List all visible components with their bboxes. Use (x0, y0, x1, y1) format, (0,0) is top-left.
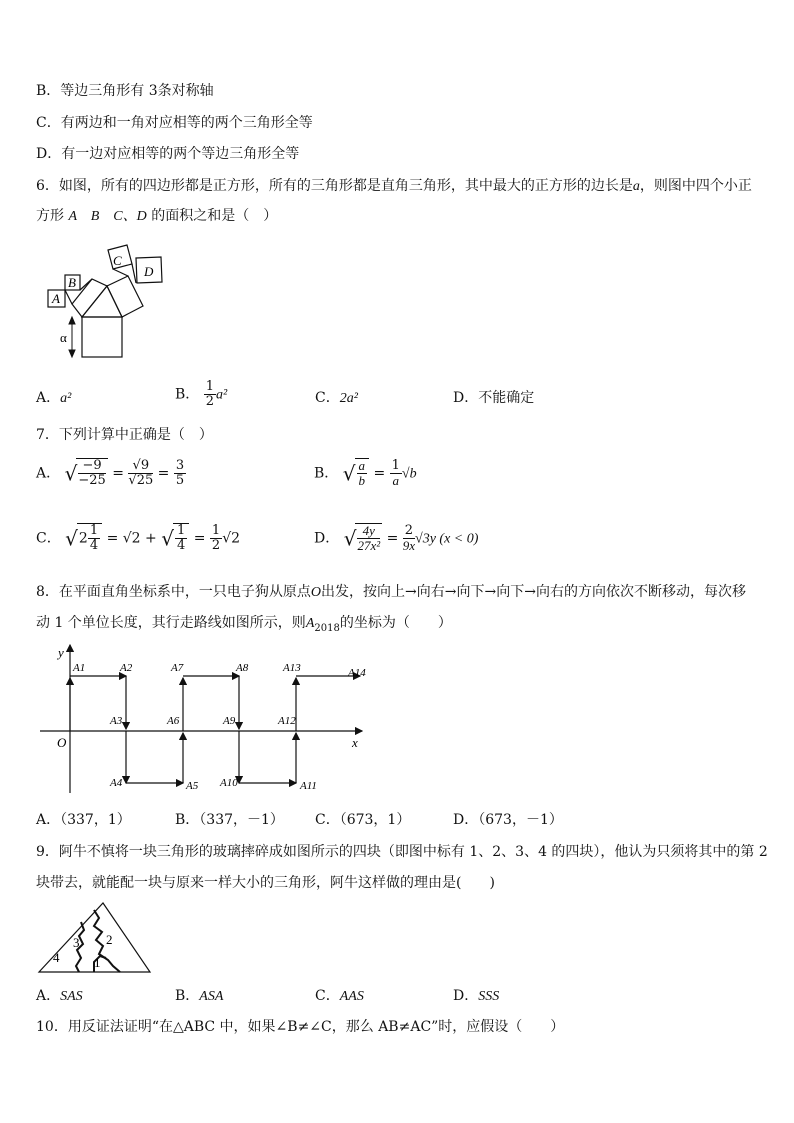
q8-option-c: C．（673，1） (315, 812, 411, 828)
q8-stem-line2: 动 1 个单位长度，其行走路线如图所示，则$A_{2018}$的坐标为（ ） (36, 615, 452, 634)
q9-stem-line1: 9．阿牛不慎将一块三角形的玻璃摔碎成如图所示的四块（即图中标有 1、2、3、4 的四块），他认为只须将其中的第 2 (36, 844, 768, 860)
q8-option-a: A．（337，1） (36, 812, 131, 828)
point-a6: A6 (167, 715, 180, 727)
point-a10: A10 (220, 777, 238, 789)
point-a14: A14 (348, 667, 366, 679)
q8-option-d: D．（673，－1） (453, 812, 563, 828)
fig-label-d: D (144, 264, 154, 279)
q5-option-d: D．有一边对应相等的两个等边三角形全等 (36, 146, 300, 162)
q9-option-c: C．AAS (315, 988, 364, 1004)
q7-option-b: B． √ $\frac{a}{b}$ = $\frac{1}{a}$ √b (314, 458, 417, 488)
q8-option-b: B．（337，－1） (175, 812, 284, 828)
q5-option-b: B．等边三角形有 3条对称轴 (36, 83, 214, 99)
q6-stem-line1: 6．如图，所有的四边形都是正方形，所有的三角形都是直角三角形，其中最大的正方形的边长是a，则图中四个小正 (36, 178, 752, 194)
point-a7: A7 (171, 662, 184, 674)
q9-stem-line2: 块带去，就能配一块与原来一样大小的三角形，阿牛这样做的理由是( ) (36, 875, 495, 891)
right-triangle-main (82, 286, 122, 317)
point-a8: A8 (236, 662, 249, 674)
piece-label-1: 1 (94, 955, 101, 970)
piece-label-2: 2 (106, 932, 113, 947)
point-a13: A13 (283, 662, 301, 674)
fig-label-b: B (68, 275, 76, 290)
point-a12: A12 (278, 715, 296, 727)
q7-option-a: A． √ $\frac{-9}{-25}$ = $\frac{√9}{√25}$ = $\frac{3}{5}$ (36, 458, 185, 488)
q7-option-c: C． √2 $\frac{1}{4}$ = √2 + √ $\frac{1}{4}$ = $\frac{1}{2}$ √2 (36, 523, 241, 553)
q7-option-d: D． √ $\frac{4y}{\text{27x²}}$ = $\frac{2}{9x}$ √3y (x < 0) (314, 523, 479, 553)
point-a1: A1 (73, 662, 86, 674)
q9-option-b: B．ASA (175, 988, 224, 1004)
q6-option-c: C．2a² (315, 390, 358, 406)
point-a3: A3 (110, 715, 123, 727)
right-square (107, 276, 143, 317)
point-a4: A4 (110, 777, 123, 789)
q7-stem: 7．下列计算中正确是（ ） (36, 427, 213, 443)
point-a5: A5 (186, 780, 199, 792)
q6-option-b: B． $\frac{1}{2}$ a² (175, 379, 228, 409)
point-a2: A2 (120, 662, 133, 674)
q6-option-a: A．a² (36, 390, 72, 406)
origin-label: O (57, 735, 67, 750)
big-square (82, 317, 122, 357)
q9-broken-triangle-figure (36, 900, 154, 975)
q8-path-figure (40, 643, 380, 798)
q9-option-d: D．SSS (453, 988, 500, 1004)
point-a11: A11 (300, 780, 317, 792)
piece-label-3: 3 (73, 935, 80, 950)
axis-label-x: x (352, 735, 358, 750)
left-square (72, 279, 107, 317)
fig-label-c: C (113, 253, 122, 268)
point-a9: A9 (223, 715, 236, 727)
fig-label-a: A (52, 291, 60, 306)
axis-label-y: y (58, 645, 64, 660)
q6-stem-line2: 方形 A B C、D 的面积之和是（ ） (36, 208, 278, 224)
piece-label-4: 4 (53, 950, 60, 965)
q5-option-c: C．有两边和一角对应相等的两个三角形全等 (36, 115, 313, 131)
q10-stem: 10．用反证法证明“在△ABC 中，如果∠B≠∠C，那么 AB≠AC”时，应假设（ ） (36, 1019, 565, 1035)
q6-option-d: D．不能确定 (453, 390, 535, 406)
q6-figure (40, 240, 180, 365)
q8-stem-line1: 8．在平面直角坐标系中，一只电子狗从原点O出发，按向上→向右→向下→向下→向右的方向依次不断移动，每次移 (36, 584, 746, 600)
q9-option-a: A．SAS (36, 988, 83, 1004)
fig-label-side: α (60, 330, 67, 345)
